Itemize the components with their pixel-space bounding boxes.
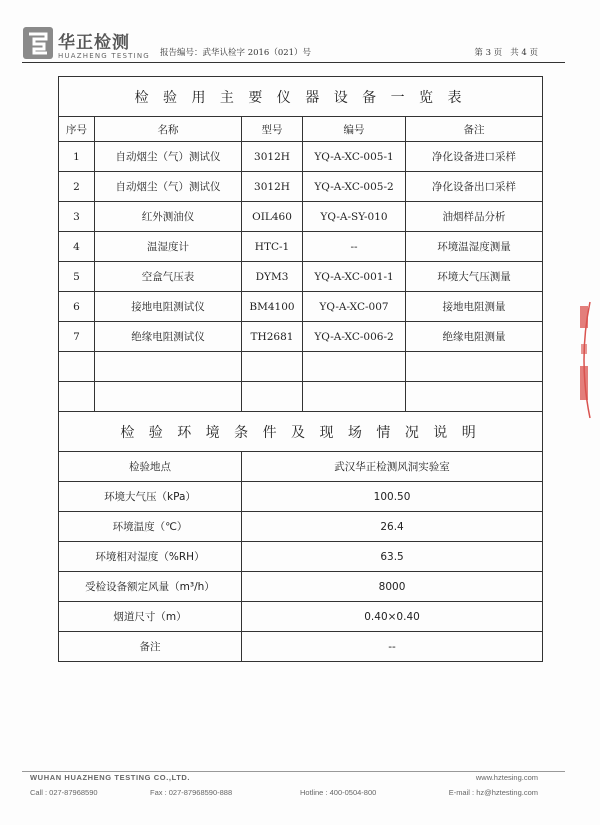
environment-row xyxy=(59,602,543,632)
equipment-row xyxy=(59,262,543,292)
instrument-model: HTC-1 xyxy=(242,232,303,262)
empty-cell xyxy=(59,382,95,412)
condition-label: 烟道尺寸（m） xyxy=(59,602,242,632)
logo-chinese-name: 华正检测 xyxy=(58,33,130,53)
column-header-model: 型号 xyxy=(242,117,303,142)
report-table xyxy=(58,76,543,662)
condition-label: 环境相对湿度（%RH） xyxy=(59,542,242,572)
row-index: 4 xyxy=(59,232,95,262)
empty-row xyxy=(59,352,543,382)
condition-label: 检验地点 xyxy=(59,452,242,482)
condition-value: 63.5 xyxy=(242,542,543,572)
equipment-row xyxy=(59,202,543,232)
instrument-model: OIL460 xyxy=(242,202,303,232)
empty-cell xyxy=(95,352,242,382)
row-index: 2 xyxy=(59,172,95,202)
equipment-table-title: 检 验 用 主 要 仪 器 设 备 一 览 表 xyxy=(59,77,543,117)
empty-cell xyxy=(242,352,303,382)
equipment-header-row xyxy=(59,117,543,142)
condition-value: 武汉华正检测风洞实验室 xyxy=(242,452,543,482)
condition-value: 0.40×0.40 xyxy=(242,602,543,632)
instrument-model: DYM3 xyxy=(242,262,303,292)
footer-fax: Fax : 027-87968590-888 xyxy=(150,788,233,797)
instrument-name: 接地电阻测试仪 xyxy=(95,292,242,322)
empty-cell xyxy=(242,382,303,412)
instrument-remark: 油烟样品分析 xyxy=(406,202,543,232)
column-header-remark: 备注 xyxy=(406,117,543,142)
instrument-code: YQ-A-XC-005-2 xyxy=(303,172,406,202)
environment-row xyxy=(59,482,543,512)
environment-row xyxy=(59,542,543,572)
environment-row xyxy=(59,452,543,482)
instrument-remark: 环境大气压测量 xyxy=(406,262,543,292)
company-logo xyxy=(22,26,150,66)
empty-cell xyxy=(59,352,95,382)
instrument-remark: 绝缘电阻测量 xyxy=(406,322,543,352)
empty-cell xyxy=(95,382,242,412)
row-index: 1 xyxy=(59,142,95,172)
footer-phone: Call : 027-87968590 xyxy=(30,788,98,797)
condition-label: 环境大气压（kPa） xyxy=(59,482,242,512)
empty-cell xyxy=(406,352,543,382)
equipment-row xyxy=(59,292,543,322)
environment-row xyxy=(59,632,543,662)
instrument-model: 3012H xyxy=(242,172,303,202)
instrument-model: 3012H xyxy=(242,142,303,172)
instrument-name: 空盒气压表 xyxy=(95,262,242,292)
environment-table-title: 检 验 环 境 条 件 及 现 场 情 况 说 明 xyxy=(59,412,543,452)
row-index: 5 xyxy=(59,262,95,292)
equipment-row xyxy=(59,322,543,352)
report-number: 报告编号：武华认检字 2016（021）号 xyxy=(160,48,312,58)
row-index: 3 xyxy=(59,202,95,232)
instrument-model: BM4100 xyxy=(242,292,303,322)
condition-value: -- xyxy=(242,632,543,662)
condition-label: 环境温度（℃） xyxy=(59,512,242,542)
equipment-row xyxy=(59,172,543,202)
instrument-code: YQ-A-XC-006-2 xyxy=(303,322,406,352)
instrument-remark: 接地电阻测量 xyxy=(406,292,543,322)
environment-row xyxy=(59,512,543,542)
row-index: 6 xyxy=(59,292,95,322)
column-header-index: 序号 xyxy=(59,117,95,142)
empty-row xyxy=(59,382,543,412)
footer-email: E-mail : hz@hztesting.com xyxy=(448,788,538,797)
header-divider xyxy=(22,62,565,63)
column-header-name: 名称 xyxy=(95,117,242,142)
instrument-code: YQ-A-XC-007 xyxy=(303,292,406,322)
condition-value: 100.50 xyxy=(242,482,543,512)
footer-hotline: Hotline : 400-0504-800 xyxy=(300,788,377,797)
footer-divider xyxy=(22,771,565,772)
huazheng-logo-icon xyxy=(22,26,54,60)
instrument-name: 红外测油仪 xyxy=(95,202,242,232)
instrument-remark: 环境温湿度测量 xyxy=(406,232,543,262)
empty-cell xyxy=(406,382,543,412)
condition-value: 8000 xyxy=(242,572,543,602)
logo-english-name: HUAZHENG TESTING xyxy=(58,52,150,60)
instrument-remark: 净化设备出口采样 xyxy=(406,172,543,202)
empty-cell xyxy=(303,382,406,412)
instrument-model: TH2681 xyxy=(242,322,303,352)
instrument-remark: 净化设备进口采样 xyxy=(406,142,543,172)
instrument-name: 绝缘电阻测试仪 xyxy=(95,322,242,352)
condition-label: 受检设备额定风量（m³/h） xyxy=(59,572,242,602)
condition-value: 26.4 xyxy=(242,512,543,542)
instrument-code: YQ-A-XC-005-1 xyxy=(303,142,406,172)
equipment-row xyxy=(59,142,543,172)
instrument-code: -- xyxy=(303,232,406,262)
instrument-code: YQ-A-SY-010 xyxy=(303,202,406,232)
footer-website: www.hztesing.com xyxy=(475,773,538,782)
environment-row xyxy=(59,572,543,602)
row-index: 7 xyxy=(59,322,95,352)
instrument-name: 自动烟尘（气）测试仪 xyxy=(95,142,242,172)
total-pages: 共 4 页 xyxy=(510,48,538,58)
empty-cell xyxy=(303,352,406,382)
instrument-name: 温湿度计 xyxy=(95,232,242,262)
footer-company-name: WUHAN HUAZHENG TESTING CO.,LTD. xyxy=(30,773,191,782)
instrument-name: 自动烟尘（气）测试仪 xyxy=(95,172,242,202)
condition-label: 备注 xyxy=(59,632,242,662)
equipment-row xyxy=(59,232,543,262)
column-header-code: 编号 xyxy=(303,117,406,142)
seal-stamp-icon xyxy=(574,300,592,420)
instrument-code: YQ-A-XC-001-1 xyxy=(303,262,406,292)
current-page: 第 3 页 xyxy=(474,48,503,58)
page-indicator xyxy=(466,46,538,58)
